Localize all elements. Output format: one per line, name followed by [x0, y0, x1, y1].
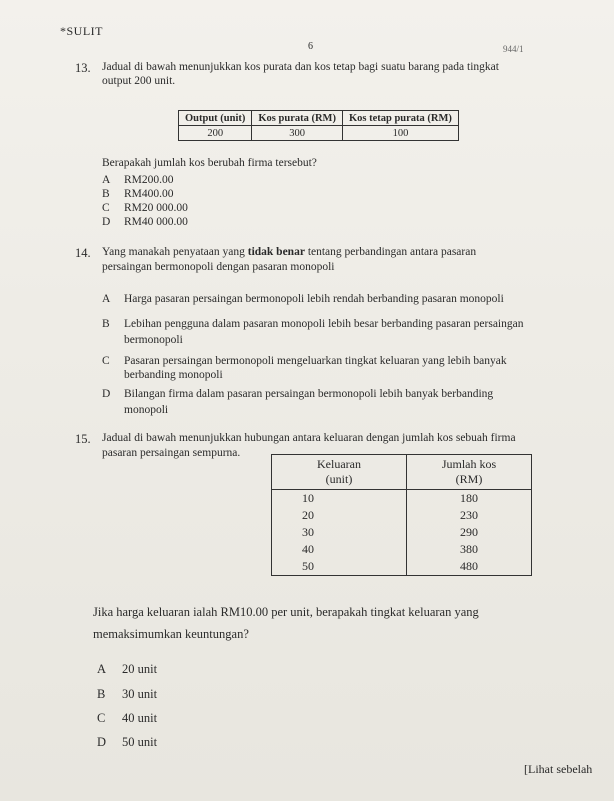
- q15-header-output: Keluaran (unit): [272, 455, 407, 490]
- q15-option-b[interactable]: B 30 unit: [97, 687, 158, 701]
- q15-option-a[interactable]: A 20 unit: [97, 662, 158, 676]
- header-sulit: *SULIT: [60, 24, 103, 38]
- table-cell: 480: [460, 559, 478, 573]
- q13-table: [178, 110, 459, 141]
- page-number: 6: [308, 41, 313, 52]
- q13-number: 13.: [75, 61, 91, 75]
- q14-option-a[interactable]: A Harga pasaran persaingan bermonopoli lebih rendah berbanding pasaran monopoli: [102, 293, 504, 305]
- q15-question-line1: Jika harga keluaran ialah RM10.00 per unit, berapakah tingkat keluaran yang: [93, 605, 479, 619]
- q14-option-c-cont: berbanding monopoli: [124, 369, 223, 381]
- q14-option-d-cont: monopoli: [124, 404, 169, 416]
- q14-option-c[interactable]: C Pasaran persaingan bermonopoli mengeluarkan tingkat keluaran yang lebih banyak: [102, 355, 507, 367]
- table-cell: 230: [460, 508, 478, 522]
- table-cell: 380: [460, 542, 478, 556]
- q13-text-line1: Jadual di bawah menunjukkan kos purata dan kos tetap bagi suatu barang pada tingkat: [102, 61, 499, 73]
- table-cell: 50: [302, 559, 314, 573]
- table-cell: 20: [302, 508, 314, 522]
- q13-cell-avg-fixed-cost: 100: [342, 126, 458, 141]
- q13-header-avg-cost: Kos purata (RM): [252, 111, 343, 126]
- q15-output-column: [272, 490, 407, 576]
- q13-header-avg-fixed-cost: Kos tetap purata (RM): [342, 111, 458, 126]
- q15-question-line2: memaksimumkan keuntungan?: [93, 627, 249, 641]
- q14-option-d[interactable]: D Bilangan firma dalam pasaran persaingan bermonopoli lebih banyak berbanding: [102, 388, 494, 400]
- q15-text-line1: Jadual di bawah menunjukkan hubungan antara keluaran dengan jumlah kos sebuah firma: [102, 432, 516, 444]
- q14-text-line1: Yang manakah penyataan yang tidak benar tentang perbandingan antara pasaran: [102, 246, 477, 258]
- q14-number: 14.: [75, 246, 91, 260]
- paper-code: 944/1: [503, 44, 524, 54]
- q14-text-line2: persaingan bermonopoli dengan pasaran monopoli: [102, 261, 335, 273]
- q13-text-line2: output 200 unit.: [102, 75, 176, 87]
- q15-option-c[interactable]: C 40 unit: [97, 711, 158, 725]
- q15-text-line2: pasaran persaingan sempurna.: [102, 447, 241, 459]
- q13-header-output: Output (unit): [179, 111, 252, 126]
- table-cell: 180: [460, 491, 478, 505]
- q13-cell-avg-cost: 300: [252, 126, 343, 141]
- q13-option-d[interactable]: D RM40 000.00: [102, 216, 188, 228]
- table-cell: 10: [302, 491, 314, 505]
- q14-option-b-cont: bermonopoli: [124, 334, 183, 346]
- table-cell: 290: [460, 525, 478, 539]
- q13-option-a[interactable]: A RM200.00: [102, 174, 174, 186]
- q13-option-c[interactable]: C RM20 000.00: [102, 202, 188, 214]
- q15-table: [271, 454, 532, 576]
- q13-option-b[interactable]: B RM400.00: [102, 188, 174, 200]
- q14-emphasis: tidak benar: [247, 246, 305, 258]
- table-cell: 30: [302, 525, 314, 539]
- q13-cell-output: 200: [179, 126, 252, 141]
- q14-option-b[interactable]: B Lebihan pengguna dalam pasaran monopoli lebih besar berbanding pasaran persaingan: [102, 318, 524, 330]
- footer-next-page: [Lihat sebelah: [524, 762, 593, 776]
- table-cell: 40: [302, 542, 314, 556]
- q15-cost-column: [407, 490, 532, 576]
- q15-number: 15.: [75, 432, 91, 446]
- q13-question: Berapakah jumlah kos berubah firma tersebut?: [102, 157, 317, 169]
- q15-option-d[interactable]: D 50 unit: [97, 735, 158, 749]
- q15-header-total-cost: Jumlah kos (RM): [407, 455, 532, 490]
